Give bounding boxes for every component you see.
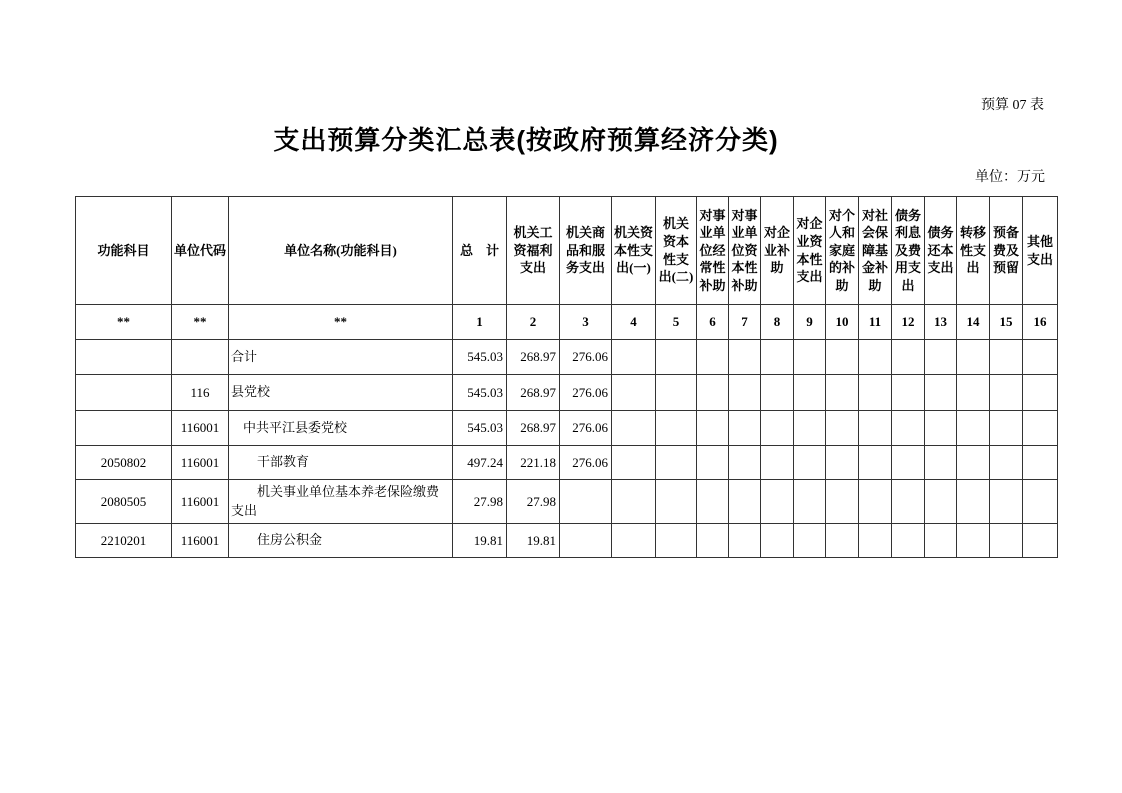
cell-unit-name: 干部教育 [229, 446, 453, 480]
cell-value [612, 411, 656, 446]
cell-value [859, 375, 892, 411]
cell-value [859, 524, 892, 558]
table-row [76, 340, 1058, 375]
column-header: 转移性支出 [957, 197, 990, 305]
cell-value: 276.06 [560, 375, 612, 411]
cell-value [957, 340, 990, 375]
cell-value [729, 375, 761, 411]
table-row [76, 375, 1058, 411]
column-code: 9 [794, 305, 826, 340]
cell-value: 276.06 [560, 411, 612, 446]
cell-unit-code: 116001 [172, 480, 229, 524]
cell-value [957, 524, 990, 558]
cell-value: 545.03 [453, 411, 507, 446]
cell-value [892, 411, 925, 446]
cell-value [990, 411, 1023, 446]
cell-unit-name: 县党校 [229, 375, 453, 411]
cell-value [859, 411, 892, 446]
cell-unit-code: 116001 [172, 411, 229, 446]
cell-value [697, 480, 729, 524]
cell-value [761, 411, 794, 446]
cell-value [1023, 480, 1058, 524]
cell-value: 27.98 [453, 480, 507, 524]
cell-value [892, 340, 925, 375]
column-code: ** [229, 305, 453, 340]
cell-unit-name: 合计 [229, 340, 453, 375]
column-code: ** [76, 305, 172, 340]
cell-value [729, 340, 761, 375]
column-header: 对企业资本性支出 [794, 197, 826, 305]
page-title: 支出预算分类汇总表(按政府预算经济分类) [273, 125, 779, 155]
cell-value [1023, 375, 1058, 411]
cell-value [1023, 340, 1058, 375]
table-row [76, 480, 1058, 524]
cell-function-code: 2050802 [76, 446, 172, 480]
cell-unit-name: 住房公积金 [229, 524, 453, 558]
cell-value [957, 375, 990, 411]
column-code: 5 [656, 305, 697, 340]
cell-value [925, 375, 957, 411]
cell-value: 276.06 [560, 446, 612, 480]
cell-function-code [76, 375, 172, 411]
column-header: 对事业单位经常性补助 [697, 197, 729, 305]
cell-value [794, 340, 826, 375]
cell-value [990, 340, 1023, 375]
cell-value [729, 480, 761, 524]
cell-unit-code: 116001 [172, 446, 229, 480]
column-header: 对事业单位资本性补助 [729, 197, 761, 305]
column-code: 12 [892, 305, 925, 340]
cell-value [990, 480, 1023, 524]
column-code-row [76, 305, 1058, 340]
unit-label: 单位：万元 [975, 170, 1045, 185]
cell-value [892, 375, 925, 411]
cell-value: 545.03 [453, 340, 507, 375]
column-code: 8 [761, 305, 794, 340]
column-header: 机关商品和服务支出 [560, 197, 612, 305]
cell-value [1023, 411, 1058, 446]
cell-value [612, 524, 656, 558]
table-row [76, 524, 1058, 558]
cell-value [697, 524, 729, 558]
cell-value [826, 375, 859, 411]
cell-value [1023, 524, 1058, 558]
table-header [76, 197, 1058, 340]
cell-value: 221.18 [507, 446, 560, 480]
cell-value [990, 446, 1023, 480]
cell-value [957, 480, 990, 524]
budget-summary-table [75, 196, 1058, 558]
cell-value [612, 340, 656, 375]
cell-value [859, 480, 892, 524]
cell-value [990, 524, 1023, 558]
cell-value [957, 411, 990, 446]
column-header: 对企业补助 [761, 197, 794, 305]
cell-value [826, 480, 859, 524]
column-header: 机关资本性支出(二) [656, 197, 697, 305]
column-code: 15 [990, 305, 1023, 340]
cell-value: 545.03 [453, 375, 507, 411]
cell-value [656, 446, 697, 480]
cell-value [990, 375, 1023, 411]
cell-value: 276.06 [560, 340, 612, 375]
column-header: 功能科目 [76, 197, 172, 305]
cell-value [656, 524, 697, 558]
cell-value [826, 524, 859, 558]
column-header: 机关资本性支出(一) [612, 197, 656, 305]
cell-value [656, 480, 697, 524]
cell-value: 497.24 [453, 446, 507, 480]
cell-value [859, 340, 892, 375]
cell-value [697, 340, 729, 375]
cell-value: 268.97 [507, 411, 560, 446]
cell-unit-code [172, 340, 229, 375]
cell-value [612, 480, 656, 524]
cell-value [697, 375, 729, 411]
cell-value [892, 446, 925, 480]
column-header: 单位名称(功能科目) [229, 197, 453, 305]
column-header: 对个人和家庭的补助 [826, 197, 859, 305]
table-row [76, 411, 1058, 446]
column-header: 机关工资福利支出 [507, 197, 560, 305]
cell-value [794, 375, 826, 411]
column-header: 单位代码 [172, 197, 229, 305]
column-code: 10 [826, 305, 859, 340]
column-code: 11 [859, 305, 892, 340]
cell-value [761, 524, 794, 558]
cell-value [761, 446, 794, 480]
cell-value [560, 480, 612, 524]
column-header: 其他支出 [1023, 197, 1058, 305]
cell-value [892, 480, 925, 524]
cell-value [656, 340, 697, 375]
cell-function-code: 2210201 [76, 524, 172, 558]
cell-value [859, 446, 892, 480]
column-header: 总 计 [453, 197, 507, 305]
cell-value [729, 524, 761, 558]
column-code: 7 [729, 305, 761, 340]
cell-value [925, 446, 957, 480]
cell-unit-code: 116001 [172, 524, 229, 558]
cell-value [560, 524, 612, 558]
column-code: ** [172, 305, 229, 340]
cell-function-code [76, 340, 172, 375]
column-header: 债务利息及费用支出 [892, 197, 925, 305]
column-code: 16 [1023, 305, 1058, 340]
cell-value: 268.97 [507, 340, 560, 375]
cell-value [697, 411, 729, 446]
cell-value [761, 340, 794, 375]
cell-value: 268.97 [507, 375, 560, 411]
cell-unit-name: 中共平江县委党校 [229, 411, 453, 446]
column-code: 2 [507, 305, 560, 340]
column-code: 13 [925, 305, 957, 340]
cell-value: 27.98 [507, 480, 560, 524]
cell-value [612, 446, 656, 480]
cell-value [761, 375, 794, 411]
cell-value [826, 446, 859, 480]
cell-value [925, 480, 957, 524]
cell-value [794, 524, 826, 558]
cell-value [1023, 446, 1058, 480]
cell-value [761, 480, 794, 524]
column-code: 6 [697, 305, 729, 340]
cell-value [826, 340, 859, 375]
column-code: 3 [560, 305, 612, 340]
cell-value [957, 446, 990, 480]
sheet-number-label: 预算 07 表 [981, 98, 1044, 113]
table-body [76, 340, 1058, 558]
column-code: 1 [453, 305, 507, 340]
cell-value: 19.81 [507, 524, 560, 558]
cell-value [925, 411, 957, 446]
cell-unit-code: 116 [172, 375, 229, 411]
cell-value [925, 340, 957, 375]
cell-value [794, 411, 826, 446]
column-code: 14 [957, 305, 990, 340]
cell-unit-name: 机关事业单位基本养老保险缴费支出 [229, 480, 453, 524]
column-header: 对社会保障基金补助 [859, 197, 892, 305]
cell-value [826, 411, 859, 446]
cell-value [729, 446, 761, 480]
cell-value [729, 411, 761, 446]
header-row [76, 197, 1058, 305]
column-header: 预备费及预留 [990, 197, 1023, 305]
cell-value [794, 446, 826, 480]
cell-value [794, 480, 826, 524]
cell-value [612, 375, 656, 411]
cell-function-code [76, 411, 172, 446]
cell-value [656, 375, 697, 411]
table-row [76, 446, 1058, 480]
cell-value [892, 524, 925, 558]
cell-value [697, 446, 729, 480]
column-header: 债务还本支出 [925, 197, 957, 305]
cell-value: 19.81 [453, 524, 507, 558]
cell-function-code: 2080505 [76, 480, 172, 524]
column-code: 4 [612, 305, 656, 340]
cell-value [925, 524, 957, 558]
cell-value [656, 411, 697, 446]
